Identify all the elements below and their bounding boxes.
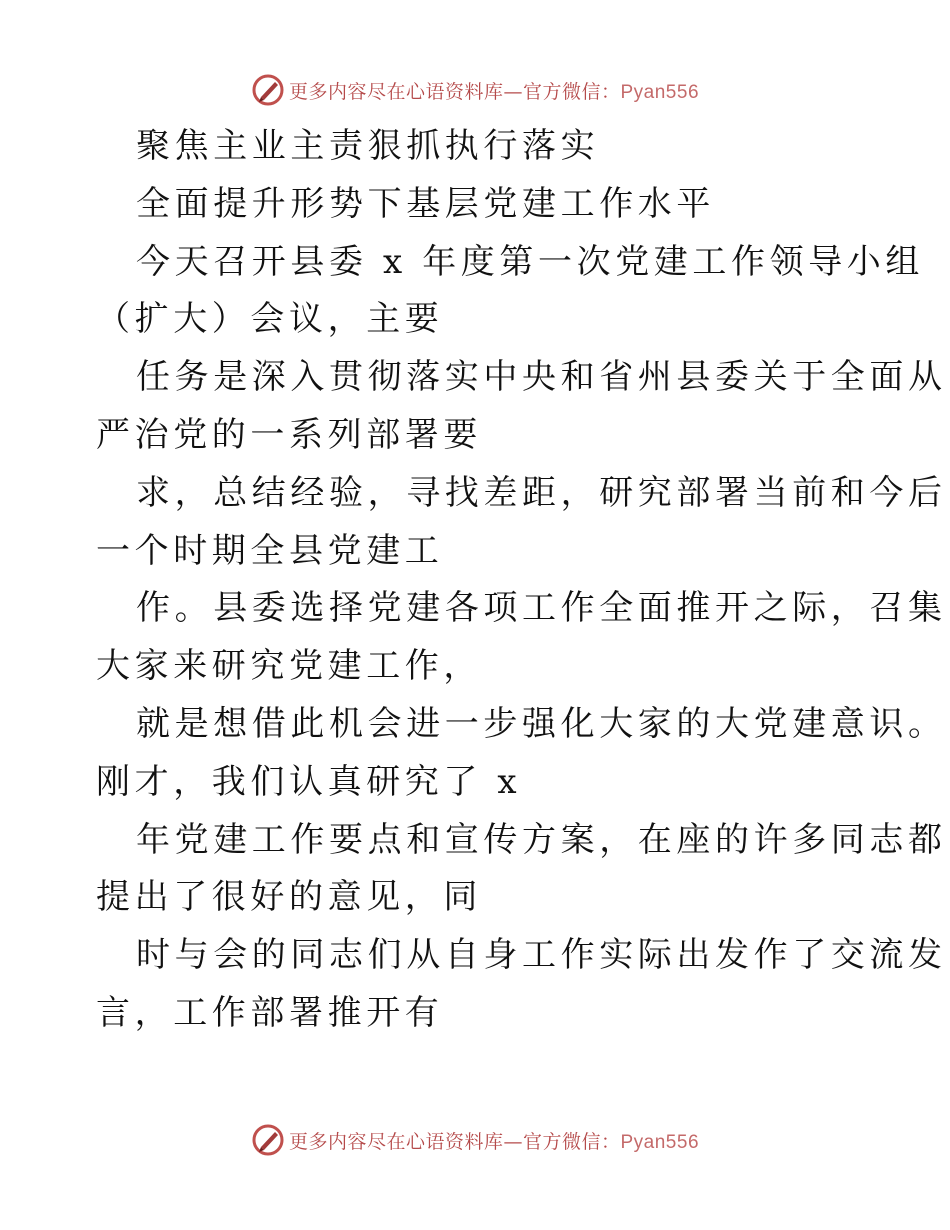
header-wechat-id: Pyan556 xyxy=(620,81,700,103)
text-line-14: 提出了很好的意见，同 xyxy=(96,877,482,918)
text-line-4: （扩大）会议，主要 xyxy=(96,299,444,340)
text-line-11: 就是想借此机会进一步强化大家的大党建意识。 xyxy=(136,703,947,744)
header-banner-text: 更多内容尽在心语资料库—官方微信：Pyan556 xyxy=(288,80,700,103)
text-line-3: 今天召开县委 x 年度第一次党建工作领导小组 xyxy=(136,241,924,282)
text-line-16: 言，工作部署推开有 xyxy=(96,992,444,1033)
text-line-13: 年党建工作要点和宣传方案，在座的许多同志都 xyxy=(136,819,947,860)
text-line-2: 全面提升形势下基层党建工作水平 xyxy=(136,183,715,224)
text-line-1: 聚焦主业主责狠抓执行落实 xyxy=(136,126,600,166)
text-line-10: 大家来研究党建工作， xyxy=(96,646,482,687)
text-line-6: 严治党的一系列部署要 xyxy=(96,414,482,455)
text-line-8: 一个时期全县党建工 xyxy=(96,530,444,571)
text-line-12: 刚才，我们认真研究了 x xyxy=(96,761,522,802)
pen-logo-icon xyxy=(251,73,285,107)
footer-wechat-id: Pyan556 xyxy=(620,1131,700,1153)
text-line-5: 任务是深入贯彻落实中央和省州县委关于全面从 xyxy=(136,357,947,398)
document-body xyxy=(96,118,947,1043)
text-line-9: 作。县委选择党建各项工作全面推开之际，召集 xyxy=(136,588,947,629)
text-line-7: 求，总结经验，寻找差距，研究部署当前和今后 xyxy=(136,472,947,513)
footer-banner-text: 更多内容尽在心语资料库—官方微信：Pyan556 xyxy=(288,1130,700,1153)
pen-logo-icon xyxy=(251,1123,285,1157)
text-line-15: 时与会的同志们从自身工作实际出发作了交流发 xyxy=(136,935,947,976)
header-banner xyxy=(0,70,950,110)
footer-banner xyxy=(0,1120,950,1160)
